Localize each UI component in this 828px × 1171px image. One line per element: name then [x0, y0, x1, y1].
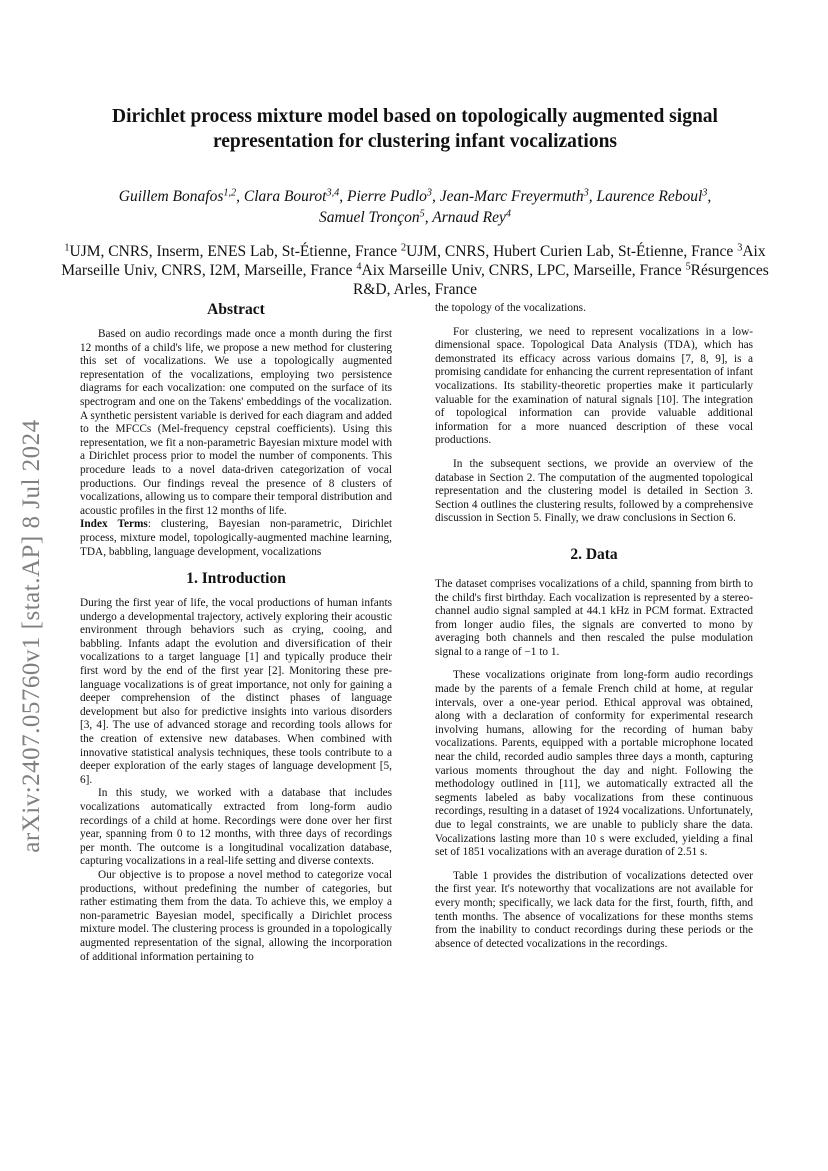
data-paragraph-2: These vocalizations originate from long-form audio recordings made by the parents of a female French child at home, at regular intervals, over a one-year period. Ethical approval was obtained, along with a declaration of conformity for experimental research involving humans, allowing for the recording of human baby vocalizations. Parents, equipped with a portable microphone located near the child, recorded audio samples three days a month, capturing various moments throughout the day and night. Following the methodology outlined in [11], we automatically extracted all the segments labeled as baby vocalizations from these continuous recordings, resulting in a dataset of 1924 vocalizations. Unfortunately, due to legal constraints, we are unable to publicly share the data. Vocalizations lasting more than 10 s were excluded, yielding a final set of 1851 vocalizations with an average duration of 2.51 s. [435, 669, 753, 859]
intro-paragraph-5: In the subsequent sections, we provide an overview of the database in Section 2. The computation of the augmented topological representation and the clustering model is detailed in Section 3. Section 4 outlines the clustering results, followed by a comprehensive discussion in Section 5. Finally, we draw conclusions in Section 6. [435, 457, 753, 525]
author: Arnaud Rey$^4$ [432, 208, 511, 226]
intro-paragraph-3: Our objective is to propose a novel method to categorize vocal productions, without predefining the number of categories, but rather estimating them from the data. To achieve this, we employ a non-parametric Bayesian model, specifically a Dirichlet process mixture model. The clustering process is grounded in a topologically augmented representation of the signal, allowing the incorporation of additional information pertaining to [80, 868, 392, 963]
affiliation: $^2$UJM, CNRS, Hubert Curien Lab, St-Étienne, France [401, 242, 738, 260]
right-column [435, 302, 753, 951]
arxiv-identifier: arXiv:2407.05760v1 [stat.AP] 8 Jul 2024 [18, 419, 45, 853]
author-list [60, 186, 770, 228]
author: Laurence Reboul$^3$, [596, 187, 712, 205]
data-paragraph-3: Table 1 provides the distribution of vocalizations detected over the first year. It's noteworthy that vocalizations are not available for every month; specifically, we lack data for the first, fourth, fifth, and tenth months. The absence of vocalizations for these months stems from the inability to conduct recordings during these periods or the absence of detected vocalizations in the recordings. [435, 869, 753, 950]
affiliation: $^3$Aix Marseille Univ, CNRS, I2M, Marseille, France [61, 242, 766, 279]
intro-paragraph-3-continued: the topology of the vocalizations. [435, 302, 586, 314]
title-line-1: Dirichlet process mixture model based on topologically augmented signal [112, 106, 718, 127]
author: Pierre Pudlo$^3$, [346, 187, 440, 205]
author: Jean-Marc Freyermuth$^3$, [439, 187, 597, 205]
intro-paragraph-2: In this study, we worked with a database that includes vocalizations automatically extracted from long-form audio recordings of a child at home. Recordings were done over her first year, spanning from 0 to 12 months, with three days of recordings per month. The outcome is a longitudinal vocalization database, capturing vocalizations in a real-life setting and diverse contexts. [80, 787, 392, 868]
author: Guillem Bonafos$^{1,2}$, [118, 187, 244, 205]
affiliation: $^1$UJM, CNRS, Inserm, ENES Lab, St-Étienne, France [64, 242, 402, 260]
author: Clara Bourot$^{3,4}$, [243, 187, 347, 205]
section-1-heading: 1. Introduction [186, 570, 286, 588]
left-column [80, 300, 392, 964]
section-2-heading: 2. Data [570, 545, 618, 563]
paper-title [60, 104, 770, 154]
author: Samuel Tronçon$^5$, [319, 208, 433, 226]
abstract-text: Based on audio recordings made once a month during the first 12 months of a child's life, we propose a new method for clustering this set of vocalizations. We use a topologically augmented representation of the vocalizations, employing two persistence diagrams for each vocalization: one computed on the surface of its spectrogram and one on the Takens' embeddings of the vocalization. A synthetic persistent variable is derived for each diagram and added to the MFCCs (Mel-frequency cepstral coefficients). Using this representation, we fit a non-parametric Bayesian mixture model with a Dirichlet process prior to model the number of components. This procedure leads to a novel data-driven categorization of vocal productions. Our findings reveal the presence of 8 clusters of vocalizations, allowing us to compare their temporal distribution and acoustic profiles in the first 12 months of life. [80, 328, 392, 517]
intro-paragraph-1: During the first year of life, the vocal productions of human infants undergo a developmental trajectory, actively exploring their acoustic environment through behaviors such as crying, cooing, and babbling. Infants adapt the evolution and diversification of their vocalizations to a target language [1] and typically produce their first word by the end of the first year [2]. Monitoring these pre-language vocalizations is of great importance, not only for gaining a deeper comprehension of the distinct phases of language development but also for predictive insights into various disorders [3, 4]. The use of advanced storage and recording tools allows for the creation of extensive new databases. When combined with innovative statistical analysis techniques, these tools contribute to a deeper exploration of the early stages of language development [5, 6]. [80, 597, 392, 786]
affiliations [60, 242, 770, 299]
abstract-heading: Abstract [207, 301, 265, 318]
data-paragraph-1: The dataset comprises vocalizations of a child, spanning from birth to the child's first birthday. Each vocalization is represented by a stereo-channel audio signal sampled at 44.1 kHz in PCM format. Extracted from longer audio files, the signals are converted to mono by averaging both channels and then rescaled the pulse modulation signal to a range of −1 to 1. [435, 577, 753, 658]
affiliation: $^4$Aix Marseille Univ, CNRS, LPC, Marseille, France [356, 261, 686, 279]
index-terms: Index Terms: clustering, Bayesian non-parametric, Dirichlet process, mixture model, topologically-augmented machine learning, TDA, babbling, language development, vocalizations [80, 518, 392, 558]
affiliation: $^5$Résurgences R&D, Arles, France [353, 261, 769, 298]
intro-paragraph-4: For clustering, we need to represent vocalizations in a low-dimensional space. Topological Data Analysis (TDA), which has demonstrated its efficacy across various domains [7, 8, 9], is a promising candidate for enhancing the current representation of infant vocalizations. Its stability-theoretic properties make it particularly valuable for the examination of natural signals [10]. The integration of topological information can provide valuable additional information for a more nuanced description of these vocal productions. [435, 325, 753, 447]
title-line-2: representation for clustering infant vocalizations [212, 131, 618, 152]
